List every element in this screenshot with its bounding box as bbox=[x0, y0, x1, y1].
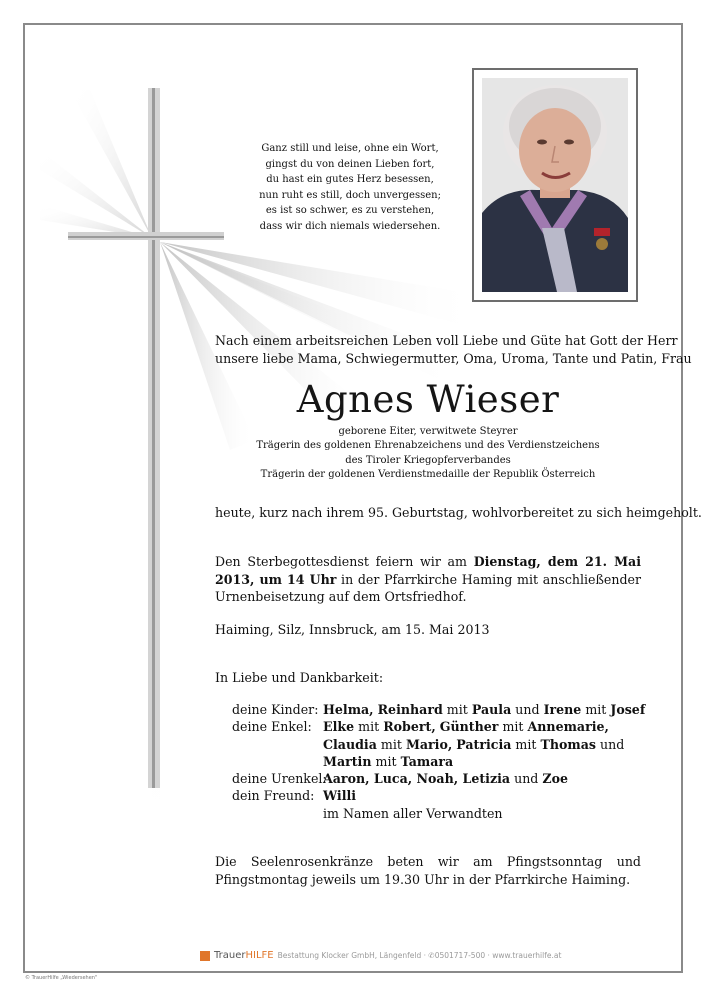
poem-line: Ganz still und leise, ohne ein Wort, bbox=[261, 143, 439, 154]
portrait-image bbox=[482, 78, 628, 292]
family-row-grandchildren-2 bbox=[232, 736, 645, 753]
detail-line: Trägerin des goldenen Ehrenabzeichens und des Verdienstzeichens bbox=[256, 440, 600, 452]
poem-line: du hast ein gutes Herz besessen, bbox=[266, 174, 434, 186]
family-row-children bbox=[232, 701, 645, 718]
family-row-relatives bbox=[232, 805, 645, 822]
funeral-text-b: in der Pfarrkirche Haming mit anschließender Urnenbeisetzung auf dem Ortsfriedhof. bbox=[215, 571, 642, 604]
family-row-grandchildren-3 bbox=[232, 753, 645, 770]
intro-line: unsere liebe Mama, Schwiegermutter, Oma, Uroma, Tante und Patin, Frau bbox=[215, 350, 692, 366]
family-row-grandchildren bbox=[232, 718, 645, 735]
family-role: deine Kinder: bbox=[232, 702, 319, 717]
family-names: Martin mit Tamara bbox=[323, 753, 454, 769]
deceased-name: Agnes Wieser bbox=[296, 378, 560, 421]
trauerhilfe-logo-icon bbox=[200, 951, 210, 961]
detail-line: geborene Eiter, verwitwete Steyrer bbox=[338, 426, 518, 437]
family-role: dein Freund: bbox=[232, 788, 315, 804]
family-names: Aaron, Luca, Noah, Letizia und Zoe bbox=[323, 771, 568, 787]
detail-line: Trägerin der goldenen Verdienstmedaille der Republik Österreich bbox=[260, 468, 596, 480]
family-row-friend bbox=[232, 787, 645, 804]
footer-logo: TrauerHILFE bbox=[214, 950, 274, 961]
poem bbox=[250, 141, 450, 235]
family-names: Elke mit Robert, Günther mit Annemarie, bbox=[323, 719, 609, 735]
footer-info: Bestattung Klocker GmbH, Längenfeld · ✆0501717-500 · www.trauerhilfe.at bbox=[277, 951, 562, 960]
family-names: Willi bbox=[323, 788, 357, 804]
relatives-text: im Namen aller Verwandten bbox=[323, 805, 503, 821]
homecall-text: heute, kurz nach ihrem 95. Geburtstag, wohlvorbereitet zu sich heimgeholt. bbox=[215, 505, 702, 520]
intro-text bbox=[215, 332, 692, 367]
footer bbox=[200, 950, 561, 961]
thanks-heading: In Liebe und Dankbarkeit: bbox=[215, 670, 384, 685]
family-role: deine Enkel: bbox=[232, 719, 312, 735]
intro-line: Nach einem arbeitsreichen Leben voll Liebe und Güte hat Gott der Herr bbox=[215, 333, 678, 348]
funeral-text-a: Den Sterbegottesdienst feiern wir am bbox=[215, 554, 474, 569]
poem-line: nun ruht es still, doch unvergessen; bbox=[259, 189, 441, 201]
deceased-details bbox=[215, 425, 641, 482]
rosary-text: Die Seelenrosenkränze beten wir am Pfingstsonntag und Pfingstmontag jeweils um 19.30 Uhr in der Pfarrkirche Haiming. bbox=[215, 854, 641, 887]
place-date: Haiming, Silz, Innsbruck, am 15. Mai 2013 bbox=[215, 622, 490, 637]
poem-line: gingst du von deinen Lieben fort, bbox=[265, 158, 435, 170]
funeral-text bbox=[215, 553, 641, 606]
family-role: deine Urenkel: bbox=[232, 771, 327, 787]
family-list bbox=[232, 701, 645, 822]
family-names: Claudia mit Mario, Patricia mit Thomas und bbox=[323, 736, 625, 752]
detail-line: des Tiroler Kriegopferverbandes bbox=[345, 454, 511, 466]
family-names: Helma, Reinhard mit Paula und Irene mit Josef bbox=[323, 702, 646, 717]
family-row-great-grandchildren bbox=[232, 770, 645, 787]
poem-line: dass wir dich niemals wiedersehen. bbox=[259, 220, 441, 232]
poem-line: es ist so schwer, es zu verstehen, bbox=[265, 205, 435, 217]
copyright: © TrauerHilfe „Wiedersehen" bbox=[25, 975, 98, 981]
funeral-date: Dienstag, dem 21. Mai 2013, um 14 Uhr bbox=[215, 554, 641, 587]
portrait-photo bbox=[472, 68, 638, 302]
